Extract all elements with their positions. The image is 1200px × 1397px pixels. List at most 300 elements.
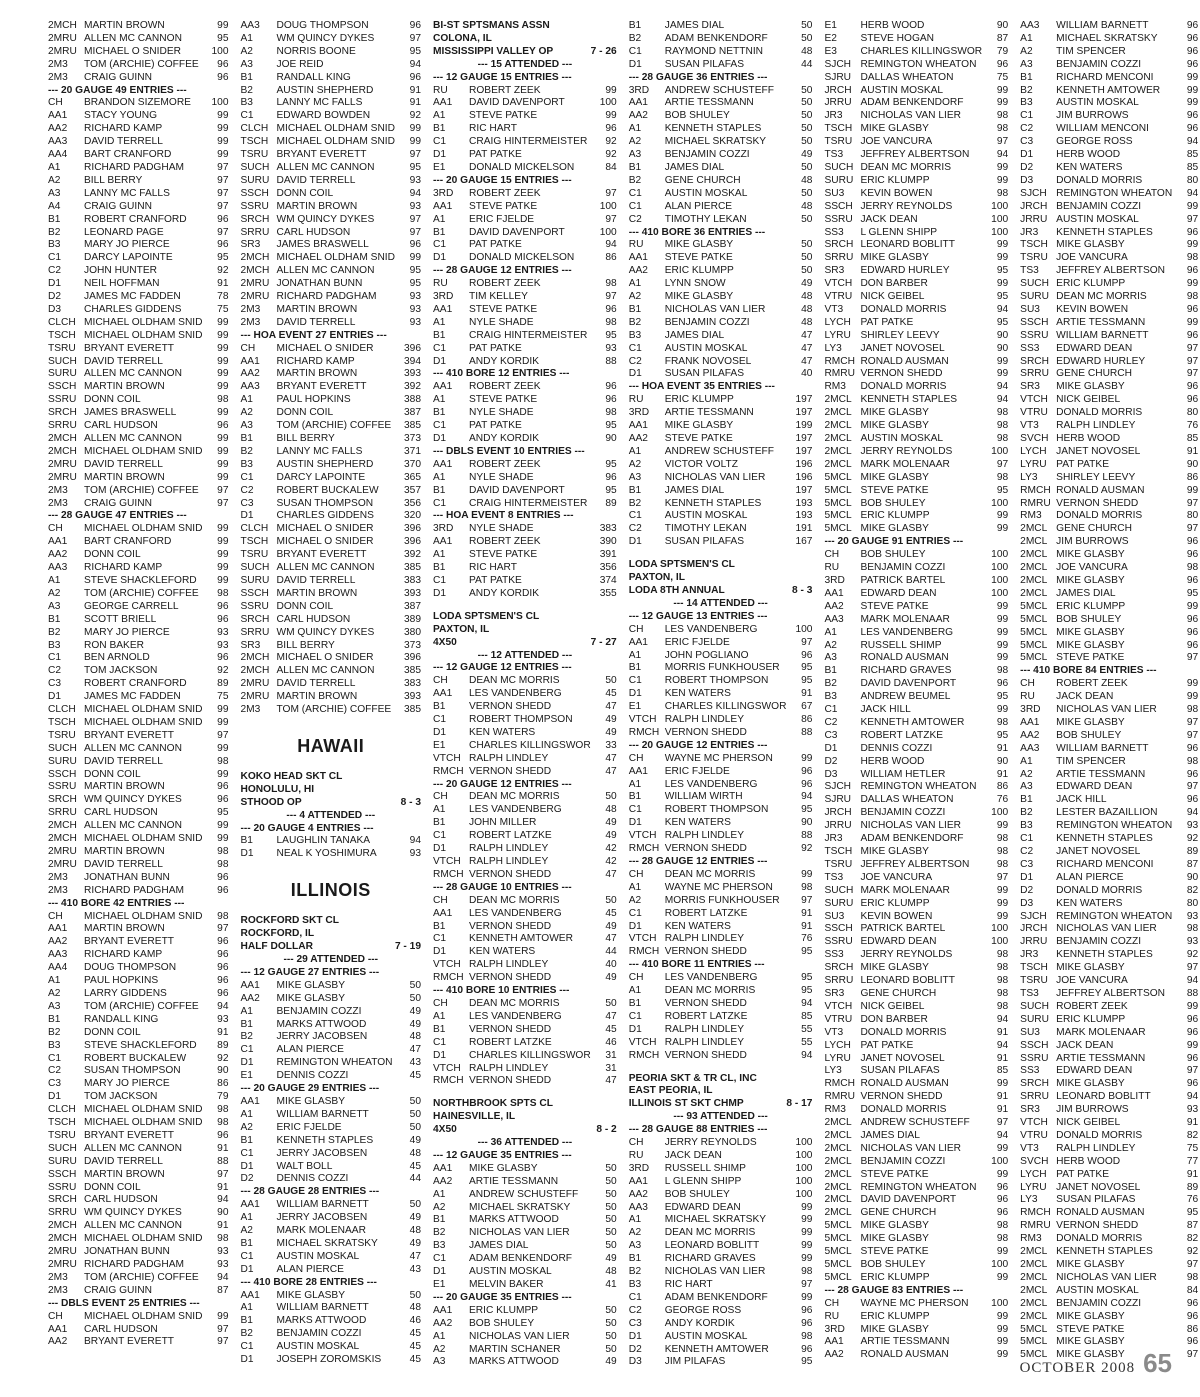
class-code: 5MCL — [824, 1246, 852, 1258]
score: 94 — [217, 1271, 229, 1283]
result-row — [241, 20, 422, 33]
shooter-name: NICHOLAS VAN LIER — [664, 303, 766, 315]
class-code: RM3 — [1020, 1233, 1042, 1245]
score: 50 — [605, 997, 617, 1009]
result-row — [433, 804, 617, 817]
score: 96 — [1186, 265, 1199, 277]
shooter-name: MIKE GLASBY — [1056, 381, 1125, 393]
class-code: SRRU — [48, 807, 77, 819]
score: 79 — [996, 45, 1009, 57]
event-header: --- 20 GAUGE 49 ENTRIES --- — [48, 84, 187, 96]
shooter-name: SUSAN PILAFAS — [664, 58, 744, 70]
shoot-date: 7 - 26 — [590, 45, 617, 57]
shooter-name: JAMES DIAL — [664, 329, 725, 341]
shooter-name: EDWARD DEAN — [1056, 1065, 1133, 1077]
shooter-name: GEORGE ROSS — [664, 1304, 742, 1316]
class-code: VTCH — [1020, 394, 1048, 406]
score: 96 — [801, 765, 813, 777]
class-code: RMCH — [824, 1078, 855, 1090]
shooter-name: TOM JACKSON — [84, 665, 158, 677]
result-row — [48, 214, 229, 227]
shooter-name: KEVIN BOWEN — [860, 910, 933, 922]
score: 99 — [217, 407, 229, 419]
score: 99 — [996, 884, 1009, 896]
score: 96 — [1186, 110, 1199, 122]
score: 95 — [409, 265, 421, 277]
result-row — [824, 820, 1008, 833]
class-code: D1 — [433, 946, 447, 958]
shooter-name: ROBERT ZEEK — [469, 187, 541, 199]
result-row — [629, 1331, 813, 1344]
score: 48 — [801, 45, 813, 57]
event-header: --- 410 BORE 12 ENTRIES --- — [433, 368, 570, 380]
score: 99 — [217, 20, 229, 31]
class-code: AA2 — [628, 1188, 648, 1200]
result-row — [1020, 214, 1198, 227]
class-code: A2 — [48, 174, 61, 186]
result-row — [241, 1238, 422, 1251]
shooter-name: LANNY MC FALLS — [276, 445, 363, 457]
attendance-line — [433, 650, 617, 663]
class-code: JR3 — [1020, 226, 1039, 238]
score: 99 — [1186, 484, 1199, 496]
score: 76 — [1186, 420, 1199, 432]
shooter-name: MARTIN BROWN — [84, 20, 165, 31]
class-code: A3 — [240, 420, 253, 432]
score: 99 — [996, 1078, 1009, 1090]
result-row — [1020, 588, 1198, 601]
score: 96 — [217, 613, 229, 625]
score: 98 — [801, 1330, 813, 1342]
score: 96 — [1186, 613, 1199, 625]
score: 47 — [605, 1075, 617, 1087]
shooter-name: AUSTIN SHEPHERD — [276, 458, 374, 470]
shooter-name: RONALD AUSMAN — [1056, 484, 1145, 496]
class-code: 2MCL — [1020, 587, 1048, 599]
result-row — [824, 704, 1008, 717]
class-code: AA4 — [48, 149, 68, 161]
result-row — [1020, 1298, 1198, 1311]
shooter-name: RICHARD KAMP — [276, 355, 355, 367]
result-row — [824, 794, 1008, 807]
shooter-name: MICHAEL OLDHAM SNID — [84, 316, 203, 328]
score: 98 — [1186, 755, 1199, 767]
result-row — [1020, 420, 1198, 433]
shooter-name: ROBERT CRANFORD — [84, 678, 187, 690]
result-row — [241, 1328, 422, 1341]
result-row — [824, 936, 1008, 949]
shooter-name: ERIC KLUMPP — [664, 394, 734, 406]
score: 98 — [1186, 562, 1199, 574]
shooter-name: RICHARD KAMP — [84, 949, 163, 961]
score: 93 — [217, 1259, 229, 1270]
shooter-name: RAYMOND NETTNIN — [664, 45, 764, 57]
class-code: SR3 — [824, 987, 845, 999]
score: 96 — [1186, 626, 1199, 638]
class-code: AA1 — [628, 420, 648, 432]
score: 49 — [605, 1253, 617, 1265]
class-code: RMCH — [433, 765, 464, 777]
result-row — [1020, 162, 1198, 175]
shooter-name: PAT PATKE — [469, 149, 522, 161]
score: 97 — [217, 187, 229, 199]
result-row — [433, 998, 617, 1011]
shooter-name: BRYANT EVERETT — [84, 936, 175, 948]
shooter-name: KEN WATERS — [664, 688, 731, 700]
class-code: B2 — [1020, 84, 1033, 96]
class-code: C1 — [433, 574, 447, 586]
score: 99 — [1186, 600, 1199, 612]
score: 97 — [1186, 962, 1199, 974]
score: 100 — [599, 200, 617, 212]
class-code: D2 — [628, 1343, 642, 1355]
shooter-name: RONALD AUSMAN — [1056, 1207, 1145, 1219]
shooter-name: BOB SHULEY — [860, 1259, 926, 1270]
shooter-name: BENJAMIN COZZI — [860, 807, 946, 819]
class-code: D2 — [1020, 161, 1034, 173]
result-row — [629, 1189, 813, 1202]
shooter-name: BRYANT EVERETT — [84, 342, 175, 354]
shooter-name: DONALD MORRIS — [1056, 1129, 1143, 1141]
result-row — [1020, 278, 1198, 291]
shooter-name: RICHARD KAMP — [84, 123, 163, 135]
score: 96 — [217, 781, 229, 793]
shooter-name: BRYANT EVERETT — [84, 729, 175, 741]
result-row — [629, 804, 813, 817]
score: 93 — [409, 303, 421, 315]
result-row — [433, 933, 617, 946]
class-code: C1 — [48, 252, 62, 264]
result-row — [824, 846, 1008, 859]
result-row — [629, 1266, 813, 1279]
class-code: SSCH — [1020, 1039, 1049, 1051]
score: 96 — [1186, 549, 1199, 561]
result-row — [1020, 149, 1198, 162]
shooter-name: JOE VANCURA — [860, 871, 933, 883]
score: 94 — [217, 1194, 229, 1206]
shooter-name: ARTIE TESSMANN — [1056, 768, 1146, 780]
result-row — [241, 123, 422, 136]
shooter-name: KEN WATERS — [469, 946, 536, 958]
class-code: TSCH — [48, 329, 76, 341]
score: 90 — [996, 329, 1009, 341]
score: 99 — [996, 626, 1009, 638]
result-row — [433, 317, 617, 330]
result-row — [1020, 1246, 1198, 1259]
class-code: SURU — [240, 174, 270, 186]
result-row — [241, 1225, 422, 1238]
score: 50 — [801, 123, 813, 135]
class-code: SS3 — [1020, 1065, 1040, 1077]
result-row — [48, 239, 229, 252]
result-row — [433, 753, 617, 766]
shooter-name: ROBERT LATZKE — [664, 907, 748, 919]
result-row — [629, 1253, 813, 1266]
class-code: AA2 — [628, 433, 648, 444]
class-code: SRRU — [48, 420, 77, 432]
class-code: D1 — [628, 688, 642, 700]
class-code: A1 — [240, 1005, 253, 1017]
result-row — [433, 97, 617, 110]
class-code: A2 — [824, 639, 837, 651]
class-code: SUCH — [824, 884, 854, 896]
results-column-1 — [48, 20, 229, 1369]
attendance-count: 29 ATTENDED --- — [296, 954, 378, 965]
shooter-name: ADAM BENKENDORF — [469, 1253, 573, 1265]
class-code: TSRU — [240, 149, 269, 161]
result-row — [433, 1063, 617, 1076]
event-header: --- HOA EVENT 8 ENTRIES --- — [433, 510, 574, 522]
shooter-name: VERNON SHEDD — [664, 726, 747, 738]
score: 95 — [996, 316, 1009, 328]
class-code: 2MCH — [48, 20, 77, 31]
score: 96 — [1186, 329, 1199, 341]
class-code: CH — [824, 1297, 840, 1309]
score: 50 — [409, 1108, 421, 1120]
result-row — [433, 856, 617, 869]
result-row — [824, 923, 1008, 936]
class-code: RU — [433, 84, 448, 96]
score: 93 — [409, 200, 421, 212]
result-row — [1020, 1001, 1198, 1014]
shooter-name: MICHAEL O SNIDER — [276, 536, 374, 548]
score: 96 — [217, 71, 229, 83]
shooter-name: TOM (ARCHIE) COFFEE — [84, 587, 199, 599]
class-code: SRCH — [240, 613, 270, 625]
score: 100 — [991, 1259, 1009, 1270]
result-row — [1020, 227, 1198, 240]
shooter-name: RANDALL KING — [276, 71, 351, 83]
class-code: B1 — [433, 817, 446, 829]
score: 96 — [217, 871, 229, 883]
result-row — [824, 317, 1008, 330]
score: 100 — [991, 226, 1009, 238]
event-header: --- 410 BORE 84 ENTRIES --- — [1020, 665, 1157, 677]
result-row — [241, 562, 422, 575]
class-code: A3 — [433, 1356, 446, 1368]
score: 97 — [1186, 497, 1199, 509]
result-row — [1020, 201, 1198, 214]
class-code: B1 — [240, 71, 253, 83]
result-row — [433, 381, 617, 394]
result-row — [629, 662, 813, 675]
shooter-name: WILLIAM BARNETT — [276, 1302, 369, 1314]
class-code: 2MRU — [48, 458, 77, 470]
result-row — [48, 407, 229, 420]
result-row — [433, 278, 617, 291]
class-code: VTCH — [628, 933, 657, 945]
result-row — [241, 1070, 422, 1083]
result-row — [241, 265, 422, 278]
shooter-name: MICHAEL OLDHAM SNID — [84, 445, 203, 457]
shooter-name: ROBERT ZEEK — [469, 84, 541, 96]
result-row — [1020, 575, 1198, 588]
class-code: LYCH — [824, 316, 851, 328]
result-row — [433, 1011, 617, 1024]
shooter-name: RALPH LINDLEY — [664, 933, 744, 945]
score: 50 — [801, 187, 813, 199]
result-row — [629, 97, 813, 110]
score: 385 — [404, 704, 421, 716]
class-code: 2MCL — [824, 433, 852, 444]
score: 97 — [605, 187, 617, 199]
shooter-name: MICHAEL OLDHAM SNID — [84, 716, 203, 728]
result-row — [48, 1065, 229, 1078]
score: 99 — [996, 1246, 1009, 1258]
shoot-date: 8 - 3 — [400, 796, 421, 808]
shooter-name: MICHAEL OLDHAM SNID — [84, 329, 203, 341]
score: 99 — [996, 355, 1009, 367]
attendance-prefix: --- — [477, 1137, 491, 1149]
score: 84 — [605, 161, 617, 173]
shooter-name: DAVID DAVENPORT — [469, 226, 565, 238]
class-code: A1 — [433, 471, 446, 483]
result-row — [1020, 72, 1198, 85]
score: 82 — [1186, 1233, 1199, 1245]
class-code: A3 — [48, 1000, 61, 1012]
class-code: 3RD — [433, 523, 454, 535]
class-code: B3 — [240, 458, 253, 470]
class-code: C1 — [433, 714, 447, 726]
score: 86 — [801, 714, 813, 726]
class-code: CLCH — [48, 704, 76, 716]
score: 46 — [605, 1036, 617, 1048]
result-row — [433, 895, 617, 908]
shooter-name: MIKE GLASBY — [1056, 716, 1125, 728]
class-code: AA1 — [48, 110, 68, 122]
shoot-title-row — [629, 1098, 813, 1111]
result-row — [241, 1044, 422, 1057]
result-row — [433, 1050, 617, 1063]
result-row — [824, 459, 1008, 472]
score: 96 — [996, 1181, 1009, 1193]
results-column-3 — [433, 20, 617, 1369]
score: 390 — [599, 536, 617, 548]
result-row — [241, 665, 422, 678]
shooter-name: ROBERT LATZKE — [469, 1036, 552, 1048]
shooter-name: ALLEN MC CANNON — [276, 562, 375, 574]
result-row — [629, 1292, 813, 1305]
result-row — [1020, 898, 1198, 911]
result-row — [824, 291, 1008, 304]
shooter-name: CHARLES GIDDENS — [276, 510, 374, 522]
class-code: 2MRU — [240, 291, 270, 303]
score: 90 — [217, 1065, 229, 1077]
class-code: CH — [433, 791, 448, 803]
shooter-name: MIKE GLASBY — [664, 239, 734, 251]
shooter-name: ERIC KLUMPP — [860, 174, 930, 186]
score: 90 — [605, 433, 617, 444]
result-row — [1020, 136, 1198, 149]
class-code: C1 — [240, 1044, 254, 1056]
shooter-name: NICHOLAS VAN LIER — [1056, 1271, 1157, 1283]
class-code: AA2 — [48, 1336, 68, 1348]
class-code: VT3 — [1020, 420, 1039, 432]
score: 94 — [1186, 187, 1199, 199]
club-heading: EAST PEORIA, IL — [628, 1085, 713, 1097]
shooter-name: BOB SHULEY — [860, 497, 926, 509]
result-row — [433, 227, 617, 240]
class-code: 2MCL — [824, 1142, 852, 1154]
result-row — [48, 356, 229, 369]
shooter-name: MICHAEL OLDHAM SNID — [84, 704, 203, 716]
shooter-name: DONN COIL — [276, 600, 334, 612]
shooter-name: ERIC KLUMPP — [860, 1271, 930, 1283]
shooter-name: STEVE PATKE — [469, 303, 538, 315]
class-code: SR3 — [824, 265, 845, 277]
result-row — [1020, 265, 1198, 278]
shooter-name: MIKE GLASBY — [860, 1220, 929, 1232]
event-header: --- 20 GAUGE 35 ENTRIES --- — [433, 1291, 572, 1303]
class-code: SSRU — [1020, 329, 1049, 341]
score: 47 — [605, 752, 617, 764]
class-code: TSRU — [48, 342, 76, 354]
result-row — [433, 588, 617, 601]
class-code: AA1 — [433, 303, 453, 315]
result-row — [433, 740, 617, 753]
score: 92 — [1186, 833, 1199, 845]
shooter-name: VERNON SHEDD — [1056, 497, 1139, 509]
score: 99 — [996, 600, 1009, 612]
class-code: D1 — [628, 58, 642, 70]
shooter-name: PATRICK BARTEL — [860, 574, 946, 586]
class-code: B3 — [48, 1039, 61, 1051]
result-row — [1020, 1259, 1198, 1272]
state-heading: ILLINOIS — [290, 880, 371, 901]
class-code: SJCH — [1020, 187, 1047, 199]
result-row — [48, 1130, 229, 1143]
result-row — [629, 472, 813, 485]
shooter-name: DARCY LAPOINTE — [276, 471, 366, 483]
class-code: 2MCL — [824, 420, 852, 432]
score: 96 — [1186, 574, 1199, 586]
result-row — [48, 420, 229, 433]
class-code: 2MRU — [48, 1259, 77, 1270]
result-row — [824, 601, 1008, 614]
score: 50 — [409, 1289, 421, 1301]
score: 97 — [605, 213, 617, 225]
score: 167 — [795, 536, 813, 548]
shooter-name: VERNON SHEDD — [469, 868, 552, 880]
result-row — [433, 136, 617, 149]
shooter-name: RICHARD MENCONI — [1056, 71, 1154, 83]
result-row — [1020, 1182, 1198, 1195]
shooter-name: MICHAEL OLDHAM SNID — [276, 252, 395, 264]
score: 48 — [801, 200, 813, 212]
shooter-name: ALAN PIERCE — [276, 1263, 344, 1275]
shooter-name: NYLE SHADE — [469, 316, 534, 328]
class-code: CH — [628, 1137, 644, 1149]
score: 80 — [1186, 897, 1199, 909]
result-row — [1020, 614, 1198, 627]
event-header: --- 28 GAUGE 88 ENTRIES --- — [628, 1124, 768, 1136]
class-code: AA1 — [628, 1175, 648, 1187]
score: 50 — [605, 675, 617, 687]
class-code: B1 — [240, 835, 253, 847]
score: 100 — [991, 213, 1009, 225]
score: 97 — [1186, 213, 1199, 225]
shooter-name: MIKE GLASBY — [664, 420, 734, 432]
score: 98 — [217, 587, 229, 599]
shooter-name: AUSTIN MOSKAL — [664, 342, 748, 354]
shooter-name: AUSTIN MOSKAL — [664, 1330, 748, 1342]
result-row — [824, 265, 1008, 278]
score: 97 — [217, 923, 229, 935]
shooter-name: BENJAMIN COZZI — [1056, 58, 1142, 70]
result-row — [824, 1207, 1008, 1220]
score: 96 — [1186, 20, 1199, 31]
result-row — [629, 972, 813, 985]
